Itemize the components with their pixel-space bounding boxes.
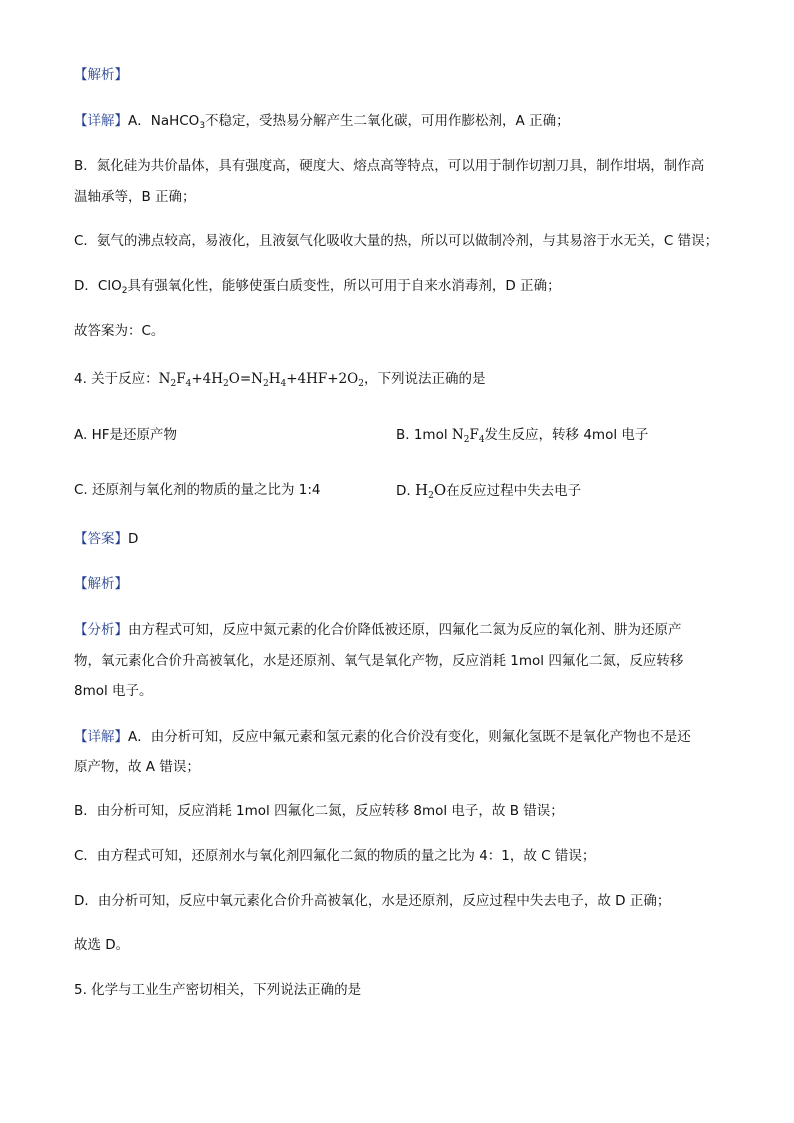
answer-line: 【答案】D — [74, 531, 139, 547]
detail-option-b-2: B．由分析可知，反应消耗 1mol 四氟化二氮，反应转移 8mol 电子，故 B 错误； — [74, 803, 564, 819]
detail-option-c-1: C．氨气的沸点较高，易液化，且液氨气化吸收大量的热，所以可以做制冷剂，与其易溶于水无关，C 错误； — [74, 233, 719, 249]
question-4-option-b: B. 1mol $N_2F_4$发生反应，转移 4mol 电子 — [396, 427, 649, 445]
question-4-option-c: C. 还原剂与氧化剂的物质的量之比为 1:4 — [74, 482, 321, 498]
fenxi-line2: 物，氧元素化合价升高被氧化，水是还原剂、氧气是氧化产物，反应消耗 1mol 四氟化二氮，反应转移 — [74, 653, 684, 669]
question-4-option-a: A. HF是还原产物 — [74, 427, 177, 443]
question-4-stem: 4. 关于反应：$N_2F_4+4H_2O=N_2H_4+4HF+2O_2$，下列说法正确的是 — [74, 371, 486, 389]
analysis-heading-1: 【解析】 — [74, 67, 128, 83]
detail-option-d-1: D．ClO$_2$具有强氧化性，能够使蛋白质变性，所以可用于自来水消毒剂，D 正确； — [74, 278, 561, 296]
detail-option-c-2: C．由方程式可知，还原剂水与氧化剂四氟化二氮的物质的量之比为 4：1，故 C 错误； — [74, 848, 596, 864]
analysis-heading-2: 【解析】 — [74, 576, 128, 592]
conclusion-2: 故选 D。 — [74, 937, 130, 953]
detail-option-a-2-line2: 原产物，故 A 错误； — [74, 759, 200, 775]
fenxi-line3: 8mol 电子。 — [74, 683, 153, 699]
detail-option-d-2: D．由分析可知，反应中氧元素化合价升高被氧化，水是还原剂，反应过程中失去电子，故 D 正确； — [74, 893, 671, 909]
reaction-equation: $N_2F_4+4H_2O=N_2H_4+4HF+2O_2$ — [158, 371, 364, 389]
detail-option-a-2-line1: 【详解】A．由分析可知，反应中氟元素和氢元素的化合价没有变化，则氟化氢既不是氧化产物也不是还 — [74, 729, 691, 745]
fenxi-line1: 【分析】由方程式可知，反应中氮元素的化合价降低被还原，四氟化二氮为反应的氧化剂、肼为还原产 — [74, 622, 682, 638]
question-5-stem: 5. 化学与工业生产密切相关，下列说法正确的是 — [74, 982, 362, 998]
detail-option-a-1: 【详解】A．NaHCO$_3$不稳定，受热易分解产生二氧化碳，可用作膨松剂，A 正确； — [74, 113, 570, 131]
conclusion-1: 故答案为：C。 — [74, 323, 165, 339]
detail-option-b-line1: B．氮化硅为共价晶体，具有强度高，硬度大、熔点高等特点，可以用于制作切割刀具，制作坩埚，制作高 — [74, 158, 705, 174]
detail-option-b-line2: 温轴承等，B 正确； — [74, 189, 196, 205]
question-4-option-d: D. $H_2O$在反应过程中失去电子 — [396, 481, 582, 501]
